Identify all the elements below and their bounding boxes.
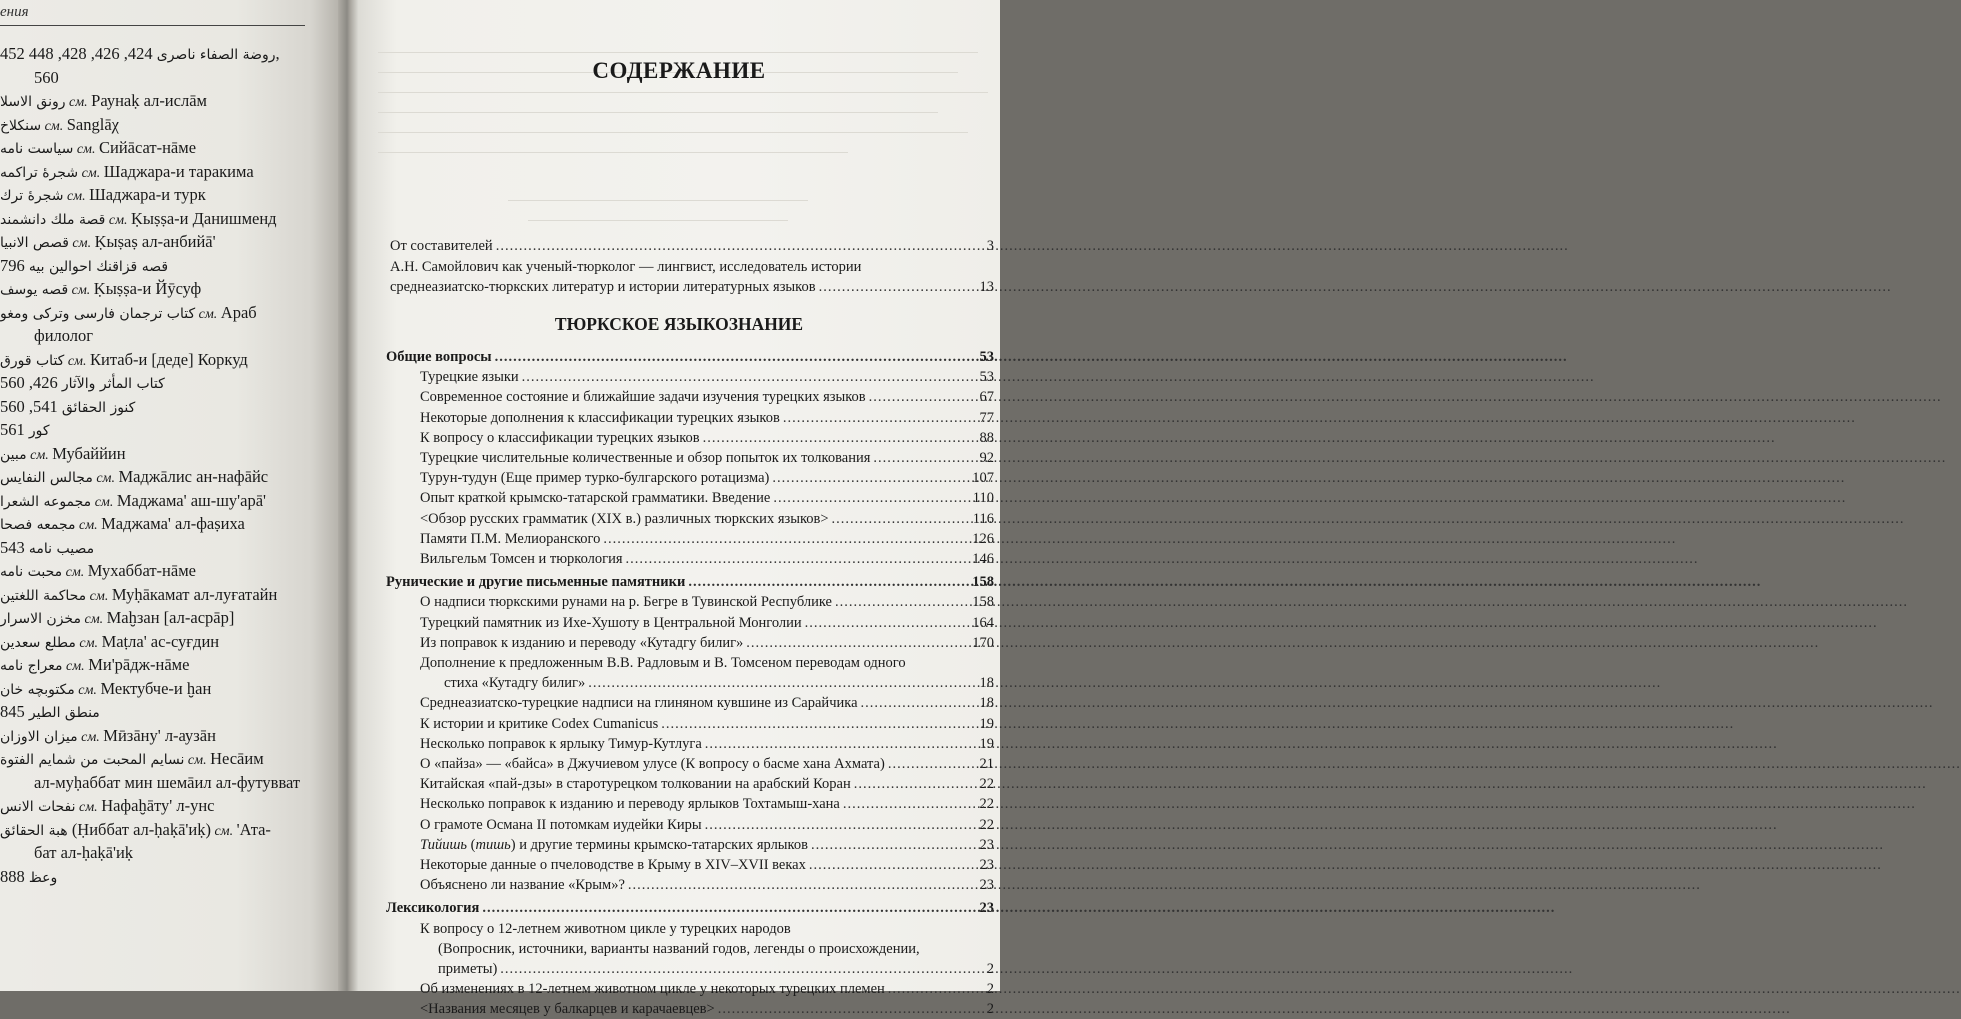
toc-entry-title: Современное состояние и ближайшие задачи изучения турецких языков xyxy=(420,389,866,406)
toc-entry-title: Памяти П.М. Мелиоранского xyxy=(420,530,601,547)
entry-text: Маджама' ал-фаṣиха xyxy=(101,514,245,533)
index-entry xyxy=(0,841,340,865)
toc-entry xyxy=(420,408,994,428)
index-entry xyxy=(0,66,340,90)
entry-text: Китаб-и [деде] Коркуд xyxy=(90,349,248,369)
toc-dot-leader xyxy=(783,408,977,428)
toc-entry-title: О надписи тюркскими рунами на р. Бегре в Тувинской Республике xyxy=(420,594,832,611)
toc-page-number: 170 xyxy=(972,634,994,651)
toc-dot-leader xyxy=(496,236,984,256)
toc-entry-line: (Вопросник, источники, варианты названий годов, легенды о происхождении, xyxy=(438,940,920,957)
arabic-title: مجمعه فصحا xyxy=(0,517,76,533)
toc-entry-title: О «пайза» — «байса» в Джучиевом улусе (К вопросу о басме хана Ахмата) xyxy=(420,756,885,772)
index-entry xyxy=(0,771,340,795)
index-entry xyxy=(0,442,340,466)
toc-dot-leader xyxy=(495,347,977,367)
toc-page-number: 107 xyxy=(972,470,994,487)
arabic-title: مبين xyxy=(0,446,27,463)
toc-entry-line: Дополнение к предложенным В.В. Радловым и В. Томсеном переводам одного xyxy=(420,655,906,671)
see-reference: см. xyxy=(62,659,89,674)
arabic-title: محبت نامه xyxy=(0,564,63,580)
entry-text: Араб xyxy=(220,302,257,322)
table-of-contents xyxy=(358,0,1000,1018)
toc-dot-leader xyxy=(628,875,977,895)
arabic-title: سياست نامه xyxy=(0,141,74,157)
toc-page-number: 88 xyxy=(979,429,994,446)
index-entry xyxy=(0,254,340,278)
index-entry xyxy=(0,207,340,231)
toc-entry xyxy=(420,734,994,754)
toc-dot-leader xyxy=(773,488,969,508)
arabic-title: شجرۀ ترك xyxy=(0,188,64,204)
toc-entry xyxy=(420,468,994,488)
toc-page-number: 110 xyxy=(972,490,994,507)
toc-entry xyxy=(420,774,994,794)
entry-text: (Ḥиббат ал-ḥаḳā'иḳ) xyxy=(67,819,211,839)
toc-entry-title: Несколько поправок к изданию и переводу ярлыков Тохтамыш-хана xyxy=(420,796,840,813)
toc-entry xyxy=(390,236,994,256)
entry-text: Sanglāχ xyxy=(66,114,119,134)
toc-entry-title: <Обзор русских грамматик (XIX в.) различных тюркских языков> xyxy=(420,510,829,527)
arabic-title: وعظ xyxy=(28,869,58,886)
toc-page-number: 77 xyxy=(979,409,994,426)
toc-entry xyxy=(420,999,994,1019)
toc-entry-title: Несколько поправок к ярлыку Тимур-Кутлуга xyxy=(420,735,702,752)
index-entry xyxy=(0,630,340,654)
see-reference: см. xyxy=(68,283,94,298)
toc-entry xyxy=(420,754,994,774)
toc-entry xyxy=(420,529,994,549)
toc-page-number: 18 xyxy=(979,695,994,712)
index-entry xyxy=(0,89,340,113)
toc-page-number: 22 xyxy=(979,796,994,813)
toc-entry-title: Вильгельм Томсен и тюркология xyxy=(420,551,623,567)
toc-page-number: 22 xyxy=(979,776,994,793)
entry-text: 560 xyxy=(34,67,59,87)
index-entry xyxy=(0,559,340,583)
see-reference: см. xyxy=(78,165,104,181)
toc-dot-leader xyxy=(809,855,977,875)
see-reference: см. xyxy=(75,800,102,815)
toc-entry-title: Рунические и другие письменные памятники xyxy=(386,574,686,591)
toc-entry xyxy=(420,979,994,999)
see-reference: см. xyxy=(91,494,117,510)
entry-text: Мӣзāну' л-аузāн xyxy=(103,725,216,745)
toc-entry-title: Опыт краткой крымско-татарской грамматики. Введение xyxy=(420,490,771,507)
toc-page-number: 92 xyxy=(979,450,994,466)
toc-group-row xyxy=(386,347,994,367)
arabic-title: كنوز الحقائق xyxy=(61,399,136,416)
toc-dot-leader xyxy=(705,815,977,835)
toc-entry-title: <Названия месяцев у балкарцев и карачаевцев> xyxy=(420,1001,715,1018)
toc-entry-title: Турецкие числительные количественные и обзор попыток их толкования xyxy=(420,450,871,466)
toc-dot-leader xyxy=(854,774,977,794)
toc-entry xyxy=(444,673,994,693)
index-entry xyxy=(0,465,340,489)
toc-entry xyxy=(420,387,994,407)
entry-text: Ḳыṣṣа-и Данишменд xyxy=(131,208,277,228)
entry-text: Мухаббат-нāме xyxy=(87,561,196,580)
index-entry xyxy=(0,395,340,419)
arabic-title: قصه قزاقنك احوالين بيه xyxy=(28,258,169,275)
toc-entry-title: Китайская «пай-дзы» в старотурецком толковании на арабский Коран xyxy=(420,776,851,793)
see-reference: см. xyxy=(210,823,237,839)
index-entry xyxy=(0,160,340,184)
toc-page-number: 158 xyxy=(972,594,994,611)
entry-text: 426, 560 xyxy=(0,373,62,392)
see-reference: см. xyxy=(41,118,67,134)
entry-text: 541, 560 xyxy=(0,396,62,416)
header-rule xyxy=(0,25,305,26)
index-entry xyxy=(0,42,340,66)
toc-dot-leader xyxy=(819,277,977,297)
toc-page-number: 13 xyxy=(979,279,994,295)
toc-dot-leader xyxy=(811,835,977,855)
arabic-title: هبة الحقائق xyxy=(0,822,68,839)
left-header-text: ения xyxy=(0,4,29,20)
entry-text: Мектубче-и ḫан xyxy=(100,678,212,698)
toc-dot-leader xyxy=(746,633,969,653)
toc-entry xyxy=(420,549,994,569)
index-entry xyxy=(0,348,340,372)
toc-page-number: 3 xyxy=(986,238,994,254)
toc-entry xyxy=(420,815,994,835)
entry-text: Нафаḫāту' л-унс xyxy=(101,796,215,815)
arabic-title: منطق الطير xyxy=(28,705,100,721)
index-entry xyxy=(0,606,340,630)
toc-dot-leader xyxy=(626,549,970,569)
arabic-title: مجالس النفايس xyxy=(0,470,93,486)
toc-dot-leader xyxy=(832,509,970,529)
toc-entry-title: От составителей xyxy=(390,238,493,254)
see-reference: см. xyxy=(86,588,112,604)
arabic-title: رونق الاسلا xyxy=(0,94,66,110)
entry-text: 424, 426, 428, 448 452, xyxy=(0,44,280,63)
entry-text: Маḫзан [ал-асрāр] xyxy=(106,608,235,627)
toc-entry xyxy=(420,592,994,612)
entry-text: Маджама' аш-шу'арā' xyxy=(116,490,267,510)
toc-page-number: 146 xyxy=(972,551,994,567)
toc-entry xyxy=(420,613,994,633)
toc-page-number: 2 xyxy=(986,1001,994,1018)
section-heading: ТЮРКСКОЕ ЯЗЫКОЗНАНИЕ xyxy=(554,314,804,334)
arabic-title: مجموعه الشعرا xyxy=(0,493,92,510)
index-entry xyxy=(0,301,340,325)
arabic-title: روضة الصفاء ناصرى xyxy=(156,47,276,63)
arabic-title: نسايم المحبت من شمايم الفتوة xyxy=(0,752,185,768)
toc-entry xyxy=(420,633,994,653)
toc-page-number: 164 xyxy=(972,614,994,631)
toc-dot-leader xyxy=(588,673,976,693)
toc-page-number: 19 xyxy=(979,715,994,732)
toc-entry xyxy=(420,488,994,508)
arabic-title: قصص الانبيا xyxy=(0,235,69,251)
toc-page-number: 22 xyxy=(979,816,994,833)
toc-entry-title: Среднеазиатско-турецкие надписи на глиняном кувшине из Сарайчика xyxy=(420,695,858,712)
arabic-title: قصة ملك دانشمند xyxy=(0,211,106,228)
see-reference: см. xyxy=(63,189,90,204)
entry-text: ал-муḥаббат мин шемāил ал-футувват xyxy=(34,772,301,792)
see-reference: см. xyxy=(92,471,119,486)
entry-text: Маджāлис ан-нафāйс xyxy=(118,467,269,486)
toc-page-number: 67 xyxy=(979,389,994,406)
index-entry xyxy=(0,794,340,818)
arabic-title: مصيب نامه xyxy=(28,540,95,557)
see-reference: см. xyxy=(64,353,90,369)
entry-text: Раунаḳ ал-ислāм xyxy=(91,91,207,110)
arabic-title: قصه يوسف xyxy=(0,282,69,298)
index-entry xyxy=(0,324,340,348)
toc-entry-title: Турецкий памятник из Ихе-Хушоту в Центральной Монголии xyxy=(420,614,802,631)
toc-dot-leader xyxy=(835,592,969,612)
toc-page-number: 23 xyxy=(979,900,994,917)
see-reference: см. xyxy=(75,635,102,651)
index-entry xyxy=(0,818,340,842)
entry-text: 561 xyxy=(0,420,29,439)
see-reference: см. xyxy=(65,95,92,110)
toc-page-number: 23 xyxy=(979,877,994,894)
toc-entry xyxy=(420,855,994,875)
entry-text: Сийāсат-нāме xyxy=(98,138,197,157)
book-gutter xyxy=(338,0,358,991)
index-entry xyxy=(0,865,340,889)
toc-entry xyxy=(438,959,994,979)
arabic-title: معراج نامه xyxy=(0,658,63,674)
toc-page-number: 19 xyxy=(979,735,994,752)
arabic-title: كور xyxy=(28,423,50,439)
page-title: СОДЕРЖАНИЕ xyxy=(592,58,766,83)
entry-text: Маṭла' ас-суғдин xyxy=(101,631,220,651)
entry-text: Шаджара-и таракима xyxy=(103,161,254,181)
toc-entry xyxy=(420,367,994,387)
entry-text: 796 xyxy=(0,255,29,275)
toc-dot-leader xyxy=(888,979,984,999)
toc-entry xyxy=(420,448,994,468)
toc-dot-leader xyxy=(805,613,970,633)
toc-dot-leader xyxy=(661,714,976,734)
toc-entry-title: К вопросу о классификации турецких языков xyxy=(420,429,700,446)
toc-entry-title: среднеазиатско-тюркских литератур и истории литературных языков xyxy=(390,279,816,295)
toc-page-number: 23 xyxy=(979,857,994,873)
toc-entry-title: Некоторые данные о пчеловодстве в Крыму в XIV–XVII веках xyxy=(420,857,806,873)
toc-entry xyxy=(420,835,994,855)
see-reference: см. xyxy=(62,565,88,580)
toc-entry-title: Некоторые дополнения к классификации турецких языков xyxy=(420,409,780,426)
index-entry xyxy=(0,583,340,607)
toc-entry-line: К вопросу о 12-летнем животном цикле у турецких народов xyxy=(420,920,791,937)
toc-dot-leader xyxy=(861,693,977,713)
left-running-header xyxy=(0,0,338,24)
toc-page-number: 23 xyxy=(979,836,994,853)
toc-dot-leader xyxy=(888,754,977,774)
toc-page-number: 53 xyxy=(979,369,994,386)
see-reference: см. xyxy=(68,236,95,251)
entry-text: филолог xyxy=(34,326,94,345)
toc-page-number: 126 xyxy=(972,530,994,547)
toc-dot-leader xyxy=(703,428,977,448)
toc-entry-title: К истории и критике Codex Cumanicus xyxy=(420,715,659,732)
toc-entry-title: Общие вопросы xyxy=(386,349,492,365)
toc-entry-line: А.Н. Самойлович как ученый-тюрколог — лингвист, исследователь истории xyxy=(390,259,862,275)
entry-text: Ḳыṣṣа-и Йӯсуф xyxy=(93,279,202,298)
entry-text: Муḥāкамат ал-луғатайн xyxy=(111,584,278,604)
index-entry xyxy=(0,113,340,137)
toc-entry xyxy=(420,693,994,713)
index-entry xyxy=(0,677,340,701)
toc-entry xyxy=(420,875,994,895)
entry-text: 845 xyxy=(0,702,29,721)
arabic-title: كتاب ترجمان فارسى وتركى ومغو xyxy=(0,305,196,322)
see-reference: см. xyxy=(195,306,221,322)
index-entry xyxy=(0,136,340,160)
arabic-title: ميزان الاوزان xyxy=(0,728,78,745)
see-reference: см. xyxy=(74,682,101,698)
toc-entry xyxy=(390,277,994,297)
toc-page-number: 2 xyxy=(986,981,994,998)
arabic-title: مخزن الاسرار xyxy=(0,611,81,627)
arabic-title: سنكلاخ xyxy=(0,117,42,134)
entry-text: Несāим xyxy=(210,749,264,768)
index-entry xyxy=(0,536,340,560)
entry-text: Шаджара-и турк xyxy=(89,185,206,204)
toc-entry-title: Тийишь (тишь) и другие термины крымско-татарских ярлыков xyxy=(420,836,808,853)
arabic-title: كتاب قورق xyxy=(0,352,65,369)
see-reference: см. xyxy=(77,729,104,745)
index-entry xyxy=(0,183,340,207)
toc-entry xyxy=(420,714,994,734)
toc-page-number: 116 xyxy=(972,510,994,527)
toc-dot-leader xyxy=(873,448,976,468)
entry-text: Ḳыṣаṣ ал-анбийā' xyxy=(94,232,216,251)
index-entry xyxy=(0,724,340,748)
toc-entry-title: стиха «Кутадгу билиг» xyxy=(444,675,586,692)
index-entry xyxy=(0,489,340,513)
toc-entry-title: Турун-тудун (Еще пример турко-булгарского ротацизма) xyxy=(420,470,770,487)
arabic-title: نفحات الانس xyxy=(0,799,76,815)
toc-dot-leader xyxy=(705,734,977,754)
entry-text: 'Ата- xyxy=(236,819,271,839)
toc-entry-title: О грамоте Османа II потомкам иудейки Киры xyxy=(420,816,702,833)
see-reference: см. xyxy=(73,142,99,157)
index-entry xyxy=(0,371,340,395)
see-reference: см. xyxy=(80,612,107,627)
index-list xyxy=(0,42,340,888)
entry-text: 543 xyxy=(0,537,29,557)
entry-text: Мубаййин xyxy=(52,443,126,463)
toc-entry xyxy=(420,428,994,448)
index-entry xyxy=(0,653,340,677)
toc-entry-title: Из поправок к изданию и переводу «Кутадгу билиг» xyxy=(420,634,744,651)
toc-entry xyxy=(420,509,994,529)
right-page xyxy=(358,0,1000,1018)
toc-dot-leader xyxy=(843,794,977,814)
toc-entry-title: Об изменениях в 12-летнем животном цикле у некоторых турецких племен xyxy=(420,981,885,998)
toc-entry-title: Объяснено ли название «Крым»? xyxy=(420,877,625,894)
toc-dot-leader xyxy=(718,999,984,1019)
arabic-title: شجرۀ تراكمه xyxy=(0,164,79,181)
toc-entry xyxy=(420,794,994,814)
toc-dot-leader xyxy=(772,468,969,488)
see-reference: см. xyxy=(75,518,102,533)
index-entry xyxy=(0,418,340,442)
entry-text: 888 xyxy=(0,866,29,886)
toc-dot-leader xyxy=(482,898,976,918)
arabic-title: مطلع سعدين xyxy=(0,634,76,651)
index-entry xyxy=(0,512,340,536)
toc-page-number: 158 xyxy=(972,574,994,591)
arabic-title: محاكمة اللغتين xyxy=(0,587,87,604)
toc-dot-leader xyxy=(500,959,983,979)
see-reference: см. xyxy=(184,753,211,768)
left-page xyxy=(0,0,338,991)
toc-page-number: 18 xyxy=(979,675,994,692)
see-reference: см. xyxy=(26,447,53,463)
entry-text: Ми'рāдж-нāме xyxy=(88,655,190,674)
toc-group-row xyxy=(386,898,994,918)
toc-entry-title: Турецкие языки xyxy=(420,369,519,386)
index-entry xyxy=(0,277,340,301)
toc-entry-title: Лексикология xyxy=(386,900,480,917)
toc-page-number: 2 xyxy=(986,961,994,977)
toc-group-row xyxy=(386,572,994,592)
toc-dot-leader xyxy=(603,529,969,549)
toc-entry-title: приметы) xyxy=(438,961,498,977)
toc-dot-leader xyxy=(522,367,977,387)
index-entry xyxy=(0,230,340,254)
index-entry xyxy=(0,700,340,724)
entry-text: бат ал-ḥаḳā'иḳ xyxy=(34,843,134,862)
see-reference: см. xyxy=(105,212,132,228)
index-entry xyxy=(0,747,340,771)
toc-dot-leader xyxy=(869,387,977,407)
toc-page-number: 21 xyxy=(979,756,994,772)
toc-page-number: 53 xyxy=(979,349,994,365)
arabic-title: مكتوبچه خان xyxy=(0,681,75,698)
toc-dot-leader xyxy=(688,572,969,592)
arabic-title: كتاب المأثر والآثار xyxy=(61,376,165,392)
